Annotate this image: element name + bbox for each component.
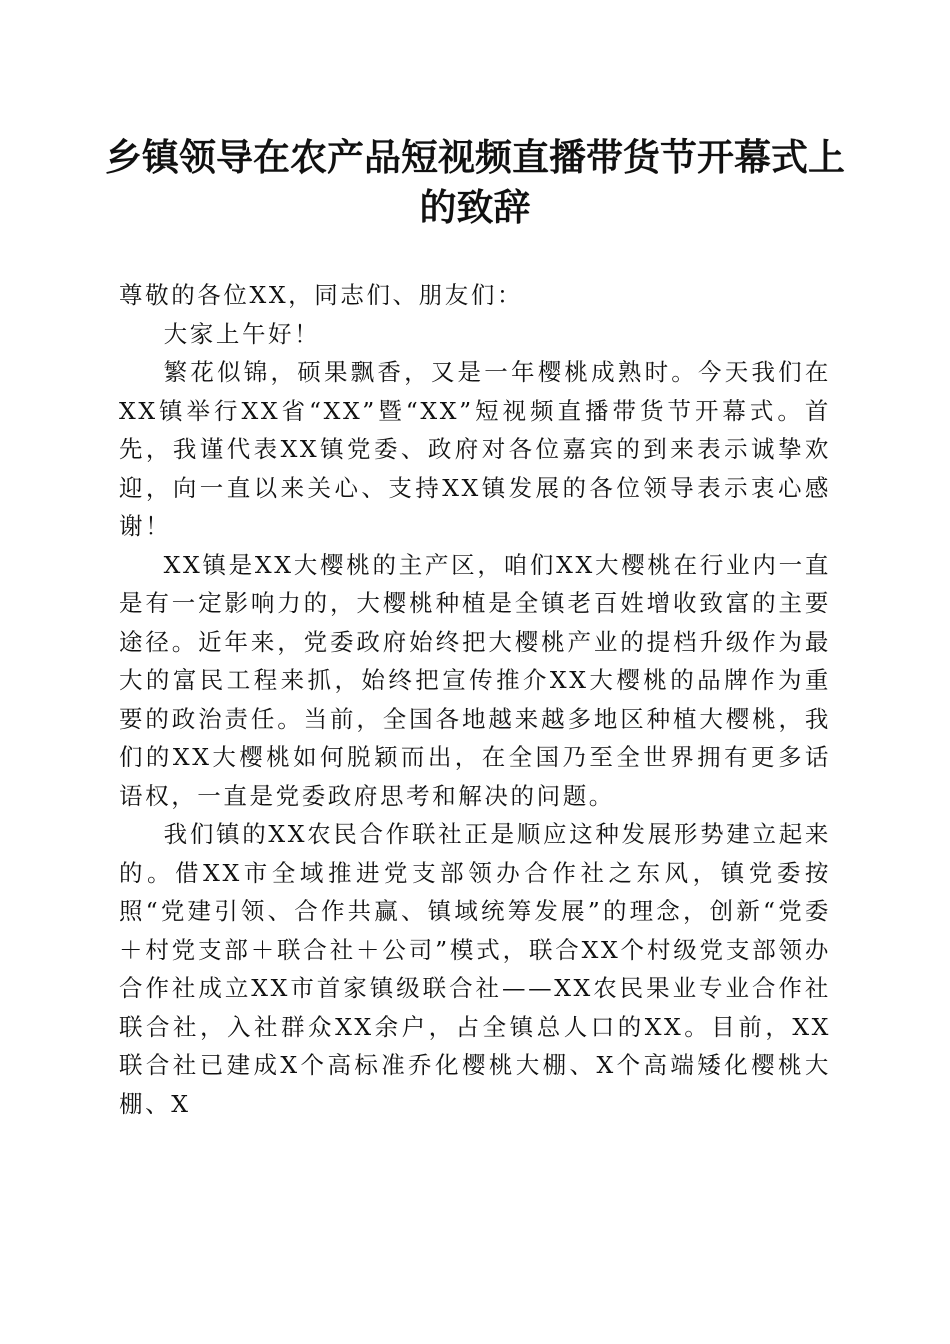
document-title: 乡镇领导在农产品短视频直播带货节开幕式上的致辞 <box>105 135 845 229</box>
paragraph-greeting: 大家上午好！ <box>163 319 321 348</box>
document-body <box>119 276 831 1123</box>
salutation: 尊敬的各位XX，同志们、朋友们： <box>119 281 524 309</box>
paragraph-cherry-industry: XX镇是XX大樱桃的主产区，咱们XX大樱桃在行业内一直是有一定影响力的，大樱桃种植是全镇老百姓增收致富的主要途径。近年来，党委政府始终把大樱桃产业的提档升级作为最大的富民工程来抓，始终把宣传推介XX大樱桃的品牌作为重要的政治责任。当前，全国各地越来越多地区种植大樱桃，我们的XX大樱桃如何脱颖而出，在全国乃至全世界拥有更多话语权，一直是党委政府思考和解决的问题。 <box>119 550 831 810</box>
paragraph-cooperative: 我们镇的XX农民合作联社正是顺应这种发展形势建立起来的。借XX市全域推进党支部领办合作社之东风，镇党委按照“党建引领、合作共赢、镇域统筹发展”的理念，创新“党委＋村党支部＋联合社＋公司”模式，联合XX个村级党支部领办合作社成立XX市首家镇级联合社——XX农民果业专业合作社联合社，入社群众XX余户，占全镇总人口的XX。目前，XX联合社已建成X个高标准乔化樱桃大棚、X个高端矮化樱桃大棚、X <box>119 820 831 1118</box>
paragraph-opening: 繁花似锦，硕果飘香，又是一年樱桃成熟时。今天我们在XX镇举行XX省“XX”暨“XX”短视频直播带货节开幕式。首先，我谨代表XX镇党委、政府对各位嘉宾的到来表示诚挚欢迎，向一直以来关心、支持XX镇发展的各位领导表示衷心感谢！ <box>119 358 831 540</box>
